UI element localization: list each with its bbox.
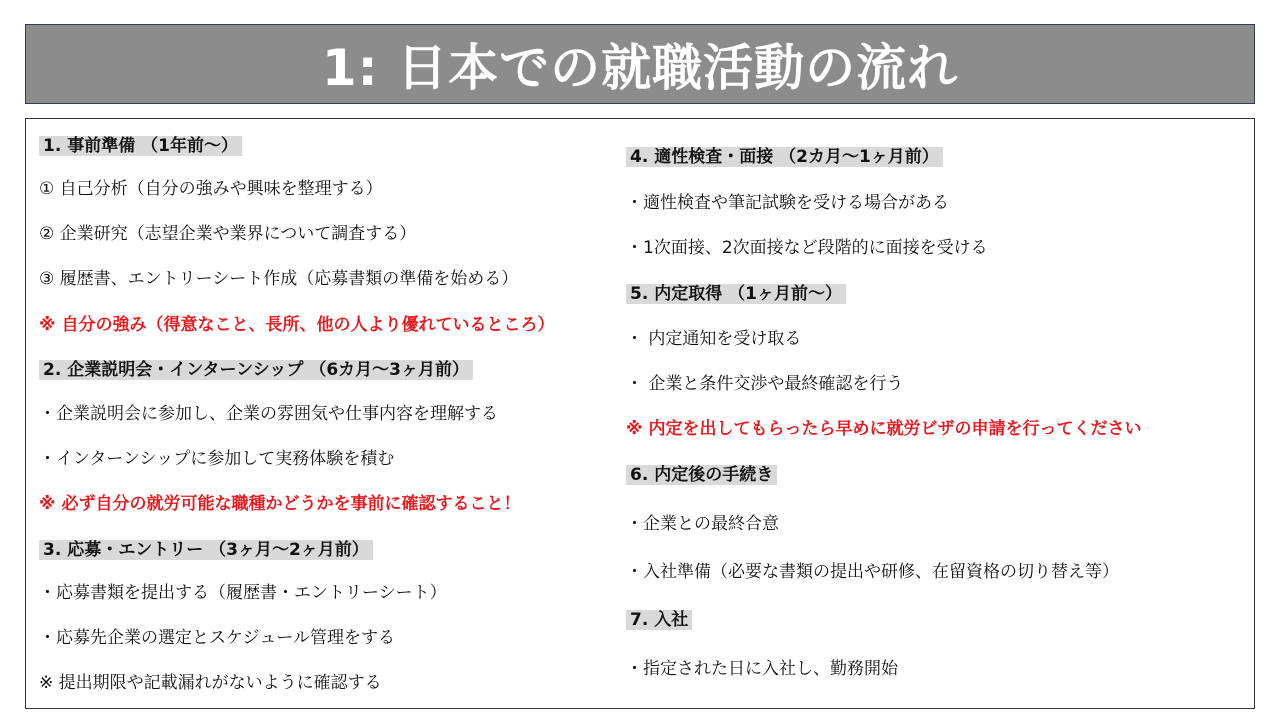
list-item: ③ 履歴書、エントリーシート作成（応募書類の準備を始める） <box>39 269 519 289</box>
page-title: 1: 日本での就職活動の流れ <box>321 39 959 97</box>
section-heading: 1. 事前準備 （1年前～） <box>39 134 242 158</box>
section-heading: 4. 適性検査・面接 （2カ月～1ヶ月前） <box>626 145 943 169</box>
warning-note: ※ 内定を出してもらったら早めに就労ビザの申請を行ってください <box>626 419 1142 439</box>
title-banner <box>25 24 1255 104</box>
list-item: ・入社準備（必要な書類の提出や研修、在留資格の切り替え等） <box>626 562 1119 582</box>
warning-note: ※ 必ず自分の就労可能な職種かどうかを事前に確認すること！ <box>39 494 521 514</box>
list-item: ・1次面接、2次面接など段階的に面接を受ける <box>626 238 988 258</box>
list-item: ・ 企業と条件交渉や最終確認を行う <box>626 374 904 394</box>
list-item: ・企業説明会に参加し、企業の雰囲気や仕事内容を理解する <box>39 404 498 424</box>
list-item: ・インターンシップに参加して実務体験を積む <box>39 449 395 469</box>
list-item: ・指定された日に入社し、勤務開始 <box>626 659 898 679</box>
section-heading: 3. 応募・エントリー （3ヶ月～2ヶ月前） <box>39 538 373 562</box>
list-item: ・適性検査や筆記試験を受ける場合がある <box>626 193 949 213</box>
warning-note: ※ 自分の強み（得意なこと、長所、他の人より優れているところ） <box>39 315 555 335</box>
list-item: ・企業との最終合意 <box>626 514 779 534</box>
list-item: ・ 内定通知を受け取る <box>626 329 802 349</box>
list-item: ・応募書類を提出する（履歴書・エントリーシート） <box>39 583 447 603</box>
list-item: ① 自己分析（自分の強みや興味を整理する） <box>39 179 383 199</box>
list-item: ※ 提出期限や記載漏れがないように確認する <box>39 673 382 693</box>
section-heading: 2. 企業説明会・インターンシップ （6カ月～3ヶ月前） <box>39 358 473 382</box>
content-panel <box>25 118 1255 709</box>
list-item: ② 企業研究（志望企業や業界について調査する） <box>39 224 417 244</box>
section-heading: 6. 内定後の手続き <box>626 463 777 487</box>
section-heading: 7. 入社 <box>626 608 692 632</box>
list-item: ・応募先企業の選定とスケジュール管理をする <box>39 628 395 648</box>
section-heading: 5. 内定取得 （1ヶ月前～） <box>626 282 846 306</box>
